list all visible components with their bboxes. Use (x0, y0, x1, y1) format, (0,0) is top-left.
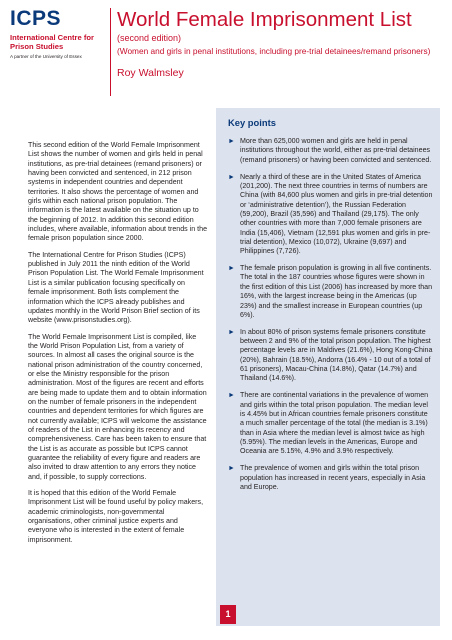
key-points-title: Key points (228, 117, 276, 128)
key-points-list (228, 137, 433, 500)
intro-paragraph: The International Centre for Prison Studies (ICPS) published in July 2011 the ninth edition of the World Prison Population List. The World Female Imprisonment List is a similar publication focusing specifically on female imprisonment. Both lists complement the information which the ICPS already publishes and updates monthly in the World Prison Brief section of its website (www.prisonstudies.org). (28, 250, 204, 325)
document-subtitle: (Women and girls in penal institutions, including pre-trial detainees/remand prisoners) (117, 46, 431, 56)
key-point-item (228, 137, 433, 165)
logo-organisation-name: International Centre for Prison Studies (10, 33, 94, 51)
key-point-item (228, 391, 433, 456)
logo-partner-line: A partner of the University of Essex (10, 54, 82, 60)
intro-paragraph: This second edition of the World Female Imprisonment List shows the number of women and girls held in penal institutions, as pre-trial detainees (remand prisoners) or having been convicted and sentenced, in 212 prison systems in independent countries and dependent territories. It also shows the percentage of women and girls within each national prison population. The information is the latest available on the situation up to the beginning of 2012. In addition this second edition includes, where available, information about trends in the female prison population since 2000. (28, 141, 208, 243)
arrow-bullet-icon: ► (228, 138, 235, 145)
key-point-text: There are continental variations in the prevalence of women and girls within the total prison population. The median level is 4.45% but in African countries female prisoners constitute a much smaller percentage of the total (the median is 3.1%) than in Asia where the median level is almost twice as high (5.95%). The median levels in the Americas, Europe and Oceania are 5.15%, 4.9% and 3.9% respectively. (240, 391, 429, 456)
arrow-bullet-icon: ► (228, 392, 235, 400)
intro-paragraph: It is hoped that this edition of the World Female Imprisonment List will be found useful by policy makers, academic criminologists, non-governmental organisations, other criminal justice experts and everyone who is interested in the extent of female imprisonment. (28, 489, 204, 544)
key-point-item (228, 464, 433, 492)
key-point-text: The female prison population is growing in all five continents. The total in the 187 countries whose figures were shown in the first edition of this List (2006) has increased by more than 16%, with the largest increase being in the Americas (up 23%) and the smallest increase in European countries (up 6%). (240, 264, 433, 319)
key-point-text: More than 625,000 women and girls are held in penal institutions throughout the world, either as pre-trial detainees (remand prisoners) or having been convicted and sentenced. (240, 137, 432, 164)
icps-logo (10, 8, 100, 60)
arrow-bullet-icon: ► (228, 328, 235, 336)
key-point-text: Nearly a third of these are in the United States of America (201,200). The next three countries in terms of numbers are China (with 84,600 plus women and girls in pre-trial detention or ‘administrative detention’), the Russian Federation (59,200), Brazil (35,596) and Thailand (29,175). The only other countries with more than 7,000 female prisoners are India (15,406), Vietnam (12,591 plus women and girls in pre-trial detention), Mexico (10,072), Ukraine (9,697) and Philippines (7,726). (240, 172, 433, 256)
arrow-bullet-icon: ► (228, 465, 235, 473)
page-header (0, 0, 452, 100)
title-block (117, 8, 447, 80)
key-point-item (228, 173, 433, 257)
key-point-text: In about 80% of prison systems female prisoners constitute between 2 and 9% of the total prison population. The highest percentage levels are in Maldives (21.6%), Hong Kong-China (20%), Bahrain (18.5%), Andorra (16.4% - 10 out of a total of 61 prisoners), Macau-China (14.8%), Qatar (14.7%) and Thailand (14.6%). (240, 327, 433, 383)
key-point-text: The prevalence of women and girls within the total prison population has increased in recent years, especially in Asia and Europe. (240, 464, 426, 491)
key-point-item (228, 264, 433, 320)
page-number: 1 (220, 605, 236, 624)
key-point-item (228, 328, 433, 384)
edition-label: (second edition) (117, 33, 182, 43)
arrow-bullet-icon: ► (228, 265, 235, 273)
author-name: Roy Walmsley (117, 67, 184, 79)
key-points-panel (216, 108, 440, 626)
header-divider (110, 8, 111, 96)
logo-mark: ICPS (10, 7, 62, 30)
intro-paragraph: The World Female Imprisonment List is compiled, like the World Prison Population List, from a variety of sources. In almost all cases the original source is the national prison administration of the country concerned, or else the Ministry responsible for the prison administration. Most of the figures are recent and efforts are being made to update them and to obtain information on the number of female prisoners in the independent countries and dependent territories for which figures are not currently available; ICPS will welcome the assistance of readers of the List in enhancing its recency and comprehensiveness. Care has been taken to ensure that the List is as accurate as possible but ICPS cannot guarantee the reliability of every figure and readers are also invited to draw attention to any errors they notice and, if possible, to supply corrections. (28, 332, 207, 481)
arrow-bullet-icon: ► (228, 173, 235, 181)
intro-column (28, 141, 208, 552)
document-title: World Female Imprisonment List (117, 8, 412, 31)
